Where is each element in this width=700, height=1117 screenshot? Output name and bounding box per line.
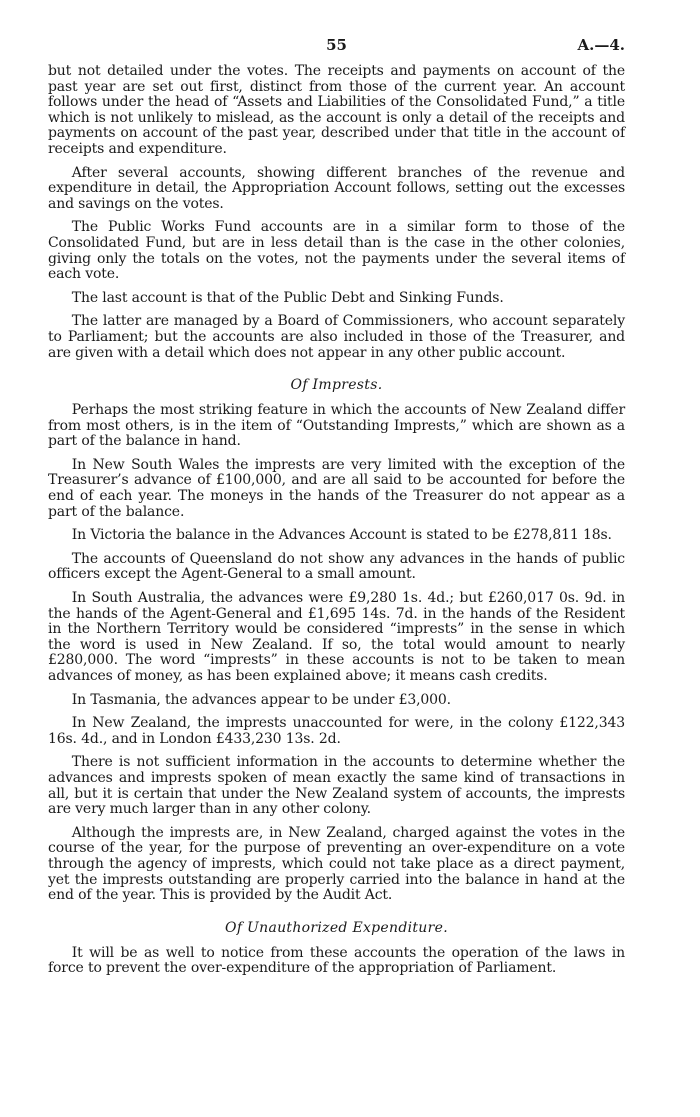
- section-heading: Of Imprests.: [290, 377, 383, 394]
- paragraph: The accounts of Queensland do not show any advances in the hands of public officers except the Agent-General to a small amount.: [48, 550, 625, 583]
- paragraph: Perhaps the most striking feature in which the accounts of New Zealand differ from most others, is in the item of “Outstanding Imprests,” which are shown as a part of the balance in hand.: [48, 402, 625, 450]
- paragraph: In New South Wales the imprests are very limited with the exception of the Treasurer’s advance of £100,000, and are all said to be accounted for before the end of each year. The moneys in the hands of the Treasurer do not appear as a part of the balance.: [48, 456, 625, 520]
- paragraph: In South Australia, the advances were £9,280 1s. 4d.; but £260,017 0s. 9d. in the hands of the Agent-General and £1,695 14s. 7d. in the hands of the Resident in the Northern Territory would be considered “imprests” in the sense in which the word is used in New Zealand. If so, the total would amount to nearly £280,000. The word “imprests” in these accounts is not to be taken to mean advances of money, as has been explained above; it means cash credits.: [48, 590, 625, 684]
- paragraph: Although the imprests are, in New Zealand, charged against the votes in the course of the year, for the purpose of preventing an over-expenditure on a vote through the agency of imprests, which could not take place as a direct payment, yet the imprests outstanding are properly carried into the balance in hand at the end of the year. This is provided by the Audit Act.: [48, 824, 625, 904]
- section-imprests: [48, 377, 625, 904]
- paragraph: The last account is that of the Public Debt and Sinking Funds.: [71, 289, 504, 306]
- paragraph: It will be as well to notice from these accounts the operation of the laws in force to prevent the over-expenditure of the appropriation of Parliament.: [48, 944, 625, 977]
- section-intro: [48, 64, 625, 361]
- paragraph: There is not sufficient information in the accounts to determine whether the advances and imprests spoken of mean exactly the same kind of transactions in all, but it is certain that under the New Zealand system of accounts, the imprests are very much larger than in any other colony.: [48, 754, 625, 818]
- paragraph: The latter are managed by a Board of Commissioners, who account separately to Parliament; but the accounts are also included in those of the Treasurer, and are given with a detail which does not appear in any other public account.: [48, 313, 625, 361]
- section-unauthorized-expenditure: [48, 920, 625, 977]
- paragraph: but not detailed under the votes. The receipts and payments on account of the past year are set out first, distinct from those of the current year. An account follows under the head of “Assets and Liabilities of the Consolidated Fund,” a title which is not unlikely to mislead, as the account is only a detail of the receipts and payments on account of the past year, described under that title in the account of receipts and expenditure.: [48, 63, 625, 157]
- paragraph: In Tasmania, the advances appear to be under £3,000.: [71, 691, 451, 708]
- page-number: 55: [326, 36, 347, 54]
- section-heading: Of Unauthorized Expenditure.: [225, 919, 448, 936]
- paragraph: The Public Works Fund accounts are in a similar form to those of the Consolidated Fund, but are in less detail than is the case in the other colonies, giving only the totals on the votes, not the payments under the several items of each vote.: [48, 219, 625, 283]
- paragraph: In Victoria the balance in the Advances Account is stated to be £278,811 18s.: [71, 527, 612, 544]
- document-page: [48, 36, 625, 985]
- paragraph: In New Zealand, the imprests unaccounted for were, in the colony £122,343 16s. 4d., and in London £433,230 13s. 2d.: [48, 715, 625, 747]
- page-header: [48, 36, 625, 64]
- paragraph: After several accounts, showing different branches of the revenue and expenditure in detail, the Appropriation Account follows, setting out the excesses and savings on the votes.: [48, 164, 625, 212]
- paper-reference: A.—4.: [577, 36, 625, 54]
